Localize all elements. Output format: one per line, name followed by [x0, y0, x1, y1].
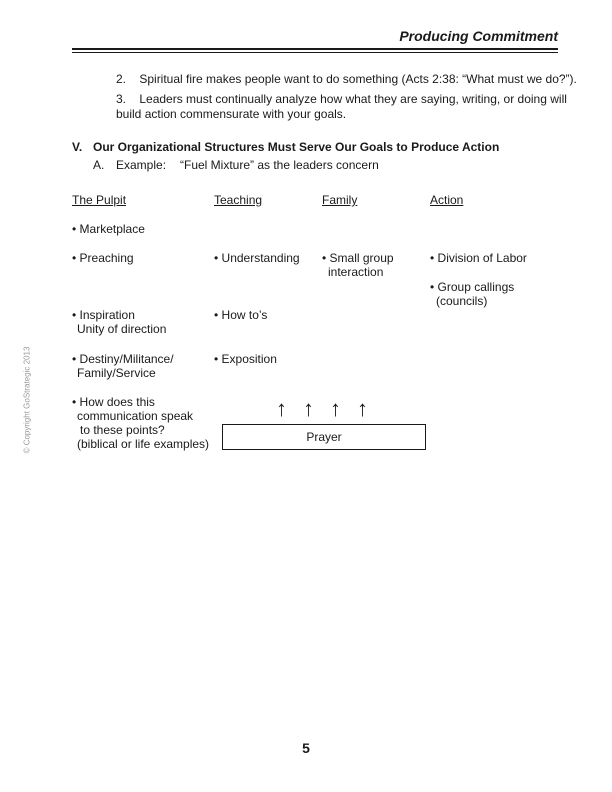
pulpit-inspiration: • Inspiration: [72, 308, 135, 322]
pulpit-destiny-cont: Family/Service: [77, 366, 156, 380]
header-rule-thick: [72, 48, 558, 50]
header-rule-thin: [72, 52, 558, 53]
prayer-box: [222, 424, 426, 450]
arrow-up-icon: ↑: [276, 396, 287, 421]
column-heading-pulpit: The Pulpit: [72, 193, 127, 207]
teaching-exposition: • Exposition: [214, 352, 277, 366]
arrow-up-icon: ↑: [357, 396, 368, 421]
pulpit-question-line3: to these points?: [80, 423, 165, 437]
pulpit-question-line1: • How does this: [72, 395, 155, 409]
list-item-3-line2: build action commensurate with your goals.: [116, 107, 347, 121]
column-heading-family: Family: [322, 193, 358, 207]
copyright-notice: © Copyright GoStrategic 2013: [22, 346, 32, 454]
pulpit-destiny: • Destiny/Militance/: [72, 352, 174, 366]
pulpit-question-line2: communication speak: [77, 409, 194, 423]
pulpit-question-line4: (biblical or life examples): [77, 437, 210, 451]
arrow-up-icon: ↑: [330, 396, 341, 421]
family-small-group: • Small group: [322, 251, 394, 265]
column-heading-action: Action: [430, 193, 464, 207]
pulpit-marketplace: • Marketplace: [72, 222, 145, 236]
arrow-up-icon: ↑: [303, 396, 314, 421]
teaching-how-tos: • How to’s: [214, 308, 268, 322]
subsection-letter: A.: [93, 158, 105, 172]
list-item-2: 2. Spiritual fire makes people want to do something (Acts 2:38: “What must we do?”).: [116, 72, 577, 86]
page-number: 5: [302, 740, 310, 756]
section-number: V.: [72, 140, 83, 154]
action-division-of-labor: • Division of Labor: [430, 251, 527, 265]
action-group-callings-cont: (councils): [436, 294, 488, 308]
family-small-group-cont: interaction: [328, 265, 384, 279]
pulpit-inspiration-cont: Unity of direction: [77, 322, 167, 336]
subsection-label: Example:: [116, 158, 167, 172]
section-title: Our Organizational Structures Must Serve Our Goals to Produce Action: [93, 140, 500, 154]
subsection-text: “Fuel Mixture” as the leaders concern: [180, 158, 379, 172]
teaching-understanding: • Understanding: [214, 251, 300, 265]
pulpit-preaching: • Preaching: [72, 251, 134, 265]
prayer-label: Prayer: [306, 430, 342, 444]
column-heading-teaching: Teaching: [214, 193, 263, 207]
running-header-title: Producing Commitment: [399, 28, 558, 44]
list-item-3-line1: 3. Leaders must continually analyze how what they are saying, writing, or doing will: [116, 92, 567, 106]
action-group-callings: • Group callings: [430, 280, 515, 294]
